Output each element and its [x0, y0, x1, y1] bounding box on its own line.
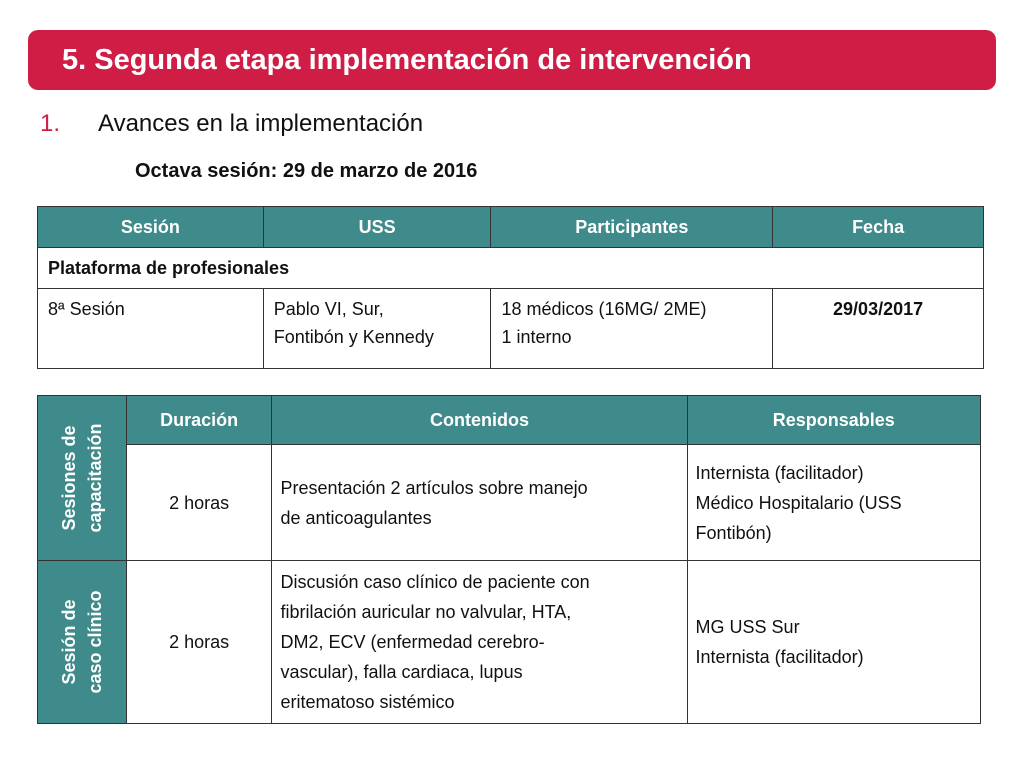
cell-line: Internista (facilitador) [695, 462, 864, 483]
cell-line: Pablo VI, Sur, [273, 299, 384, 319]
table-group-row [38, 248, 984, 289]
cell-line: eritematoso sistémico [280, 692, 455, 712]
cell-line: fibrilación auricular no valvular, HTA, [280, 602, 572, 622]
cell-fecha: 29/03/2017 [773, 289, 984, 369]
table-row [38, 561, 981, 724]
side-label-caso-clinico [38, 561, 127, 724]
side-label-line: Sesión de [58, 599, 79, 685]
session-title: Octava sesión: 29 de marzo de 2016 [135, 160, 478, 182]
cell-line: Presentación 2 artículos sobre manejo [280, 477, 588, 498]
header-duracion: Duración [126, 396, 272, 445]
cell-uss [263, 289, 491, 369]
table-row [38, 445, 981, 561]
header-participantes: Participantes [491, 207, 773, 248]
header-uss: USS [263, 207, 491, 248]
cell-line: Discusión caso clínico de paciente con [280, 572, 590, 592]
group-label: Plataforma de profesionales [38, 248, 984, 289]
cell-line: Fontibón) [695, 522, 772, 543]
table-row [38, 289, 984, 369]
cell-line: Internista (facilitador) [695, 647, 864, 667]
cell-line: vascular), falla cardiaca, lupus [280, 662, 523, 682]
cell-line: de anticoagulantes [280, 507, 432, 528]
title-banner [28, 30, 996, 90]
cell-line: Fontibón y Kennedy [273, 327, 434, 347]
session-table [37, 206, 984, 369]
cell-line: DM2, ECV (enfermedad cerebro- [280, 632, 545, 652]
cell-line: 1 interno [501, 327, 572, 347]
cell-line: 18 médicos (16MG/ 2ME) [501, 299, 707, 319]
section-heading [40, 110, 423, 138]
cell-participantes [491, 289, 773, 369]
page-title: 5. Segunda etapa implementación de intervención [62, 43, 752, 76]
cell-duracion: 2 horas [126, 561, 272, 724]
cell-line: Médico Hospitalario (USS [695, 492, 902, 513]
side-label-line: caso clínico [84, 590, 105, 694]
activities-table [37, 395, 981, 724]
cell-contenidos [272, 561, 687, 724]
cell-contenidos [272, 445, 687, 561]
header-sesion: Sesión [38, 207, 264, 248]
header-responsables: Responsables [687, 396, 980, 445]
section-number: 1. [40, 110, 61, 137]
cell-sesion: 8ª Sesión [38, 289, 264, 369]
section-title: Avances en la implementación [98, 110, 424, 137]
cell-responsables [687, 561, 980, 724]
cell-duracion: 2 horas [126, 445, 272, 561]
header-fecha: Fecha [773, 207, 984, 248]
table-header-row [38, 207, 984, 248]
table-header-row [38, 396, 981, 445]
side-label-line: capacitación [84, 423, 105, 533]
cell-line: MG USS Sur [695, 617, 800, 637]
cell-responsables [687, 445, 980, 561]
side-label-capacitacion [38, 396, 127, 561]
header-contenidos: Contenidos [272, 396, 687, 445]
side-label-line: Sesiones de [58, 425, 79, 531]
